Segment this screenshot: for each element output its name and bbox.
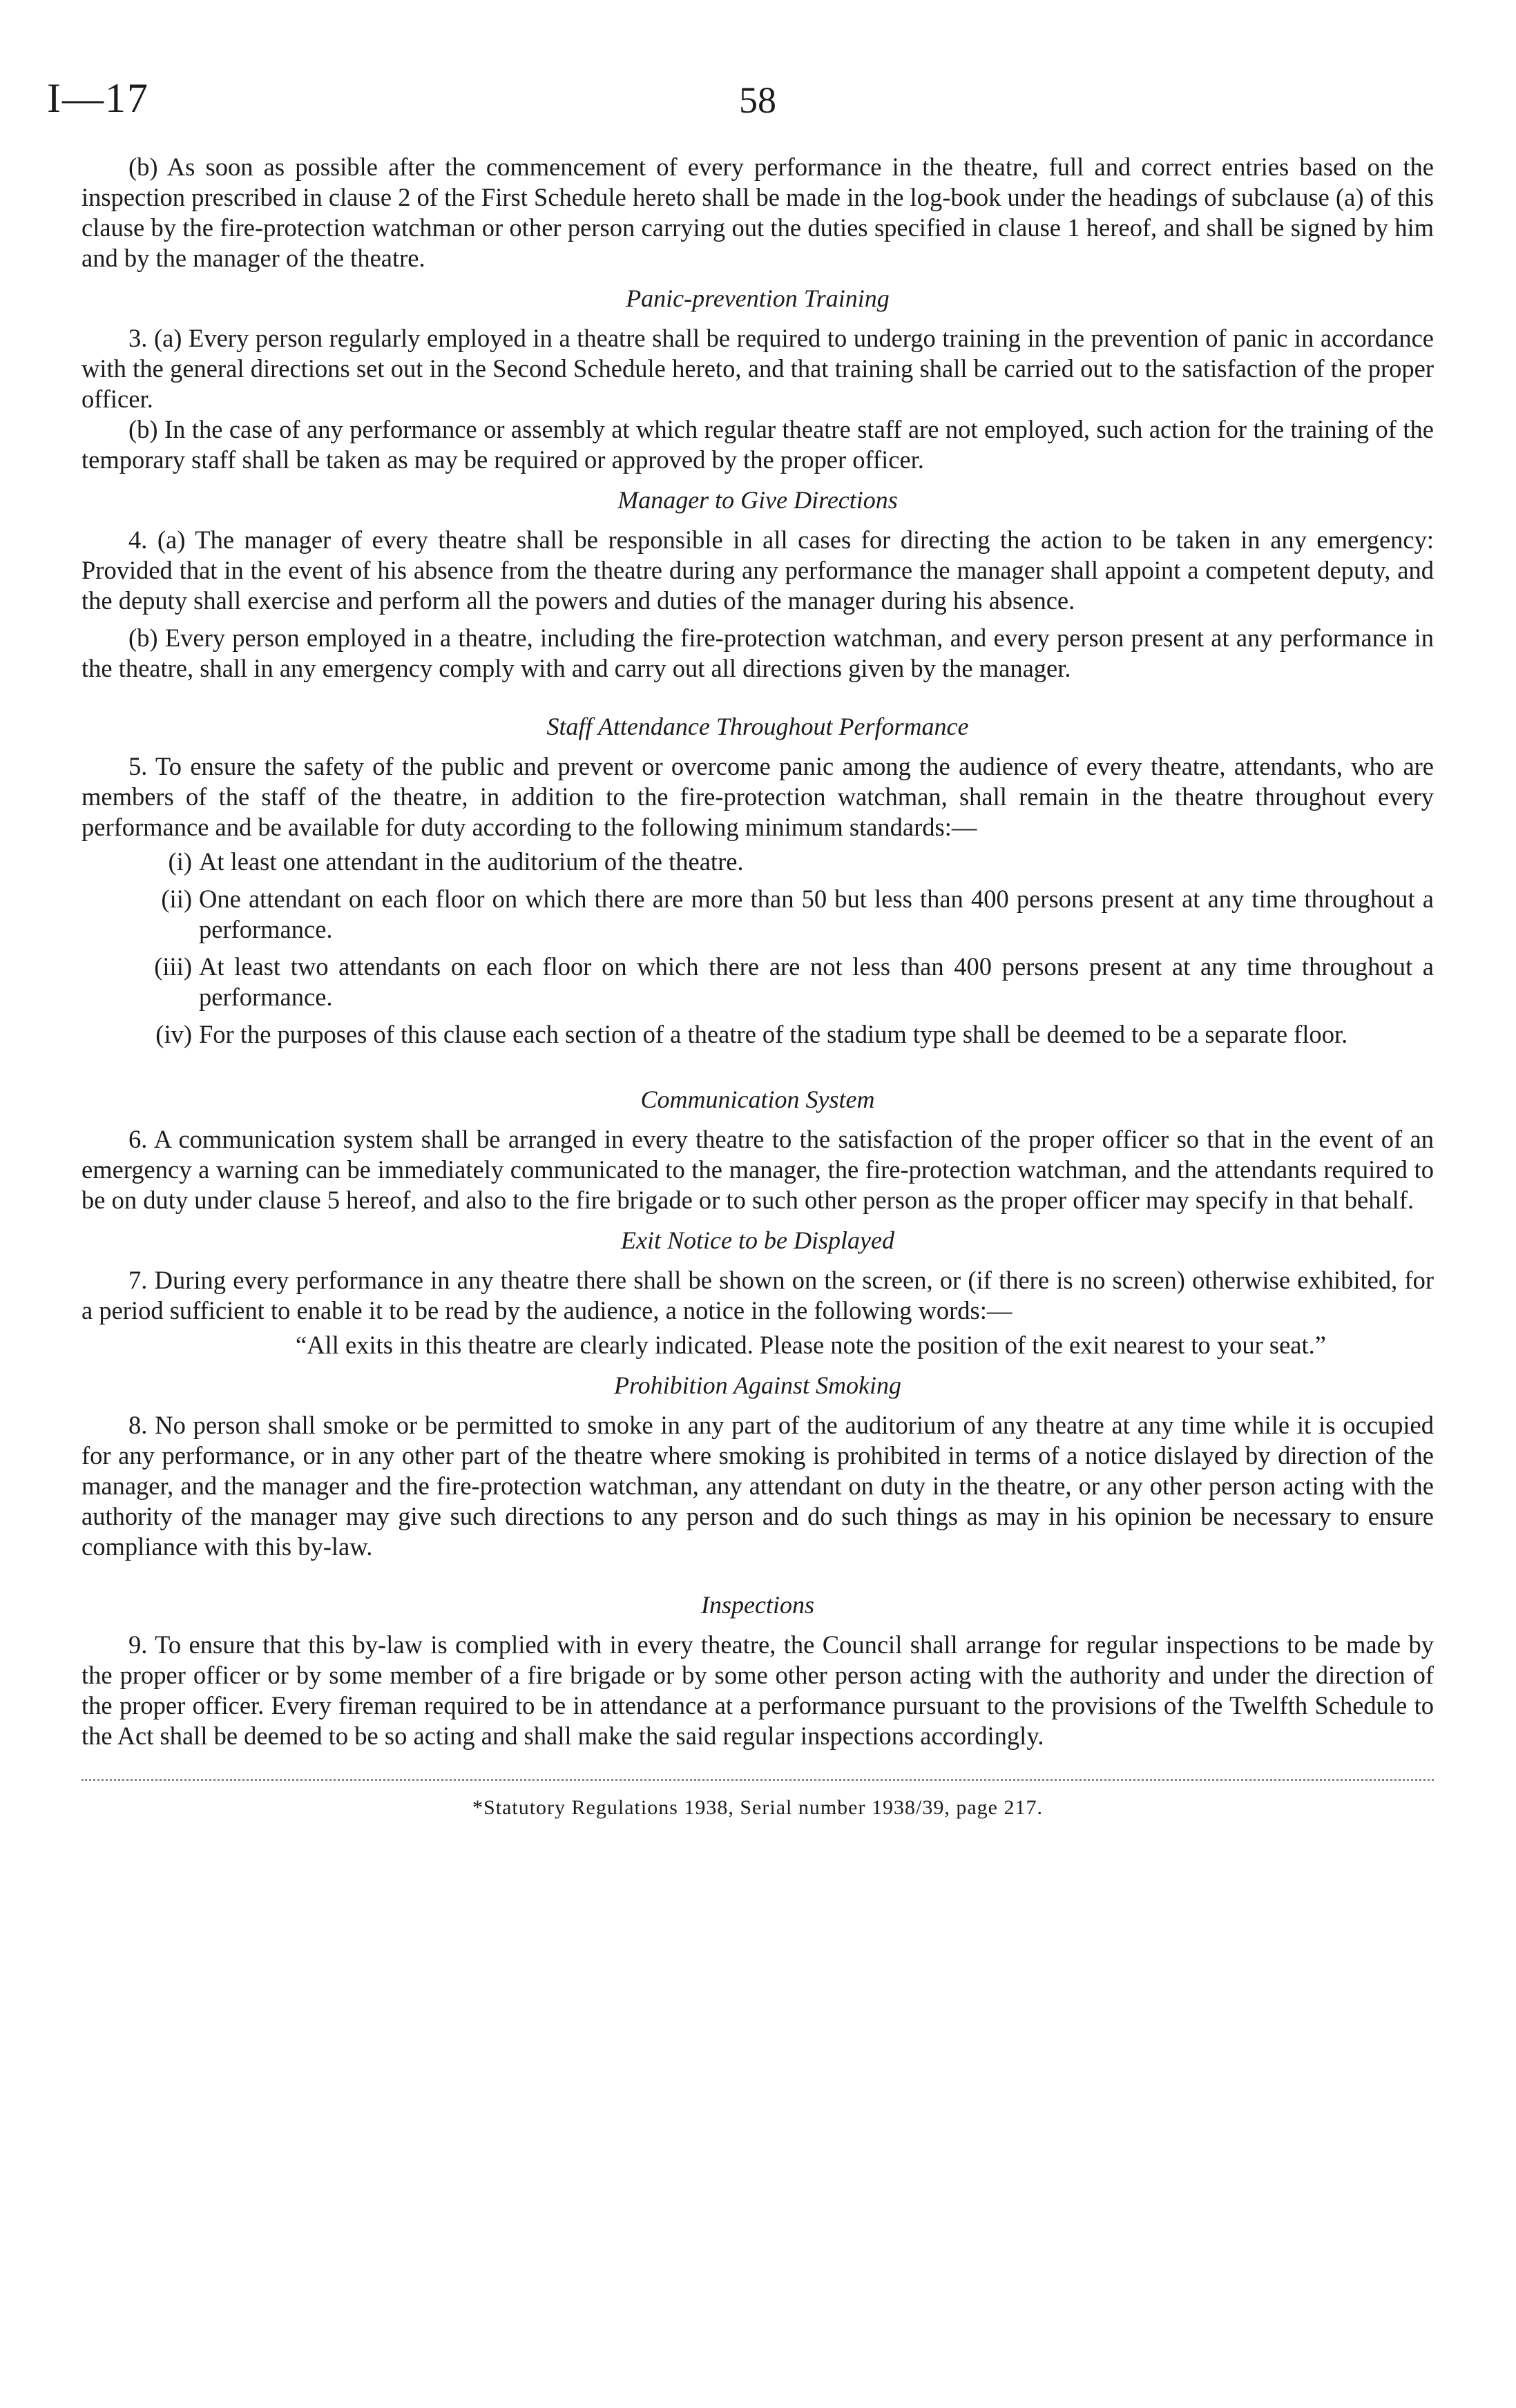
footnote-divider [81, 1779, 1434, 1781]
clause-4b: (b) Every person employed in a theatre, including the fire-protection watchman, and every person present at any performance in the theatre, shall in any emergency comply with and carry out all directions given by the manager. [81, 624, 1434, 682]
clause-7: 7. During every performance in any theatre there shall be shown on the screen, or (if there is no screen) otherwise exhibited, for a period sufficient to enable it to be read by the audience, a notice in the following words:— [81, 1266, 1434, 1325]
heading-panic-prevention: Panic-prevention Training [626, 285, 890, 312]
document-reference: I—17 [47, 75, 149, 121]
list-item-number: (ii) [161, 885, 192, 913]
list-item-text: At least two attendants on each floor on which there are not less than 400 persons present at any time throughout a performance. [199, 952, 1434, 1011]
heading-inspections: Inspections [701, 1591, 814, 1619]
list-item-text: One attendant on each floor on which there are more than 50 but less than 400 persons present at any time throughout a performance. [199, 885, 1434, 943]
page-number: 58 [739, 79, 776, 121]
list-item-text: At least one attendant in the auditorium of the theatre. [199, 847, 744, 876]
clause-3b: (b) In the case of any performance or assembly at which regular theatre staff are not employed, such action for the training of the temporary staff shall be taken as may be required or approved by the proper officer. [81, 415, 1434, 474]
clause-3a: 3. (a) Every person regularly employed in a theatre shall be required to undergo training in the prevention of panic in accordance with the general directions set out in the Second Schedule hereto, and that training shall be carried out to the satisfaction of the proper officer. [81, 324, 1434, 413]
heading-exit-notice: Exit Notice to be Displayed [621, 1226, 894, 1254]
list-item-text: For the purposes of this clause each section of a theatre of the stadium type shall be deemed to be a separate floor. [199, 1020, 1348, 1048]
page-header [41, 75, 1475, 130]
exit-notice-quote: “All exits in this theatre are clearly indicated. Please note the position of the exit nearest to your seat.” [296, 1331, 1326, 1359]
footnote: *Statutory Regulations 1938, Serial number 1938/39, page 217. [472, 1796, 1043, 1819]
list-item [81, 847, 1434, 877]
heading-communication-system: Communication System [640, 1086, 875, 1113]
heading-staff-attendance: Staff Attendance Throughout Performance [546, 713, 969, 740]
clause-6: 6. A communication system shall be arranged in every theatre to the satisfaction of the proper officer so that in the event of an emergency a warning can be immediately communicated to the manager, the fire-protection watchman, and the attendants required to be on duty under clause 5 hereof, and also to the fire brigade or to such other person as the proper officer may specify in that behalf. [81, 1125, 1434, 1214]
list-item [81, 952, 1434, 1012]
list-item-number: (i) [168, 847, 192, 876]
clause-5: 5. To ensure the safety of the public and prevent or overcome panic among the audience of every theatre, attendants, who are members of the staff of the theatre, in addition to the fire-protection watchman, shall remain in the theatre throughout every performance and be available for duty according to the following minimum standards:— [81, 752, 1434, 841]
list-item [81, 884, 1434, 945]
list-item-number: (iv) [155, 1020, 192, 1048]
document-body [81, 152, 1434, 1820]
clause-9: 9. To ensure that this by-law is complied with in every theatre, the Council shall arrange for regular inspections to be made by the proper officer or by some member of a fire brigade or by some other person acting with the authority and under the direction of the proper officer. Every fireman required to be in attendance at a performance pursuant to the provisions of the Twelfth Schedule to the Act shall be deemed to be so acting and shall make the said regular inspections accordingly. [81, 1630, 1434, 1750]
heading-prohibition-smoking: Prohibition Against Smoking [613, 1371, 901, 1399]
clause-4a: 4. (a) The manager of every theatre shall be responsible in all cases for directing the action to be taken in any emergency: Provided that in the event of his absence from the theatre during any performance the manager shall appoint a competent deputy, and the deputy shall exercise and perform all the powers and duties of the manager during his absence. [81, 526, 1434, 615]
heading-manager-directions: Manager to Give Directions [617, 486, 898, 514]
clause-2b: (b) As soon as possible after the commencement of every performance in the theatre, full and correct entries based on the inspection prescribed in clause 2 of the First Schedule hereto shall be made in the log-book under the headings of subclause (a) of this clause by the fire-protection watchman or other person carrying out the duties specified in clause 1 hereof, and shall be signed by him and by the manager of the theatre. [81, 153, 1434, 272]
list-item-number: (iii) [154, 952, 192, 981]
clause-8: 8. No person shall smoke or be permitted to smoke in any part of the auditorium of any theatre at any time while it is occupied for any performance, or in any other part of the theatre where smoking is prohibited in terms of a notice dislayed by direction of the manager, and the manager and the fire-protection watchman, any attendant on duty in the theatre, or any other person acting with the authority of the manager may give such directions to any person and do such things as may in his opinion be necessary to ensure compliance with this by-law. [81, 1411, 1434, 1561]
list-item [81, 1019, 1434, 1050]
